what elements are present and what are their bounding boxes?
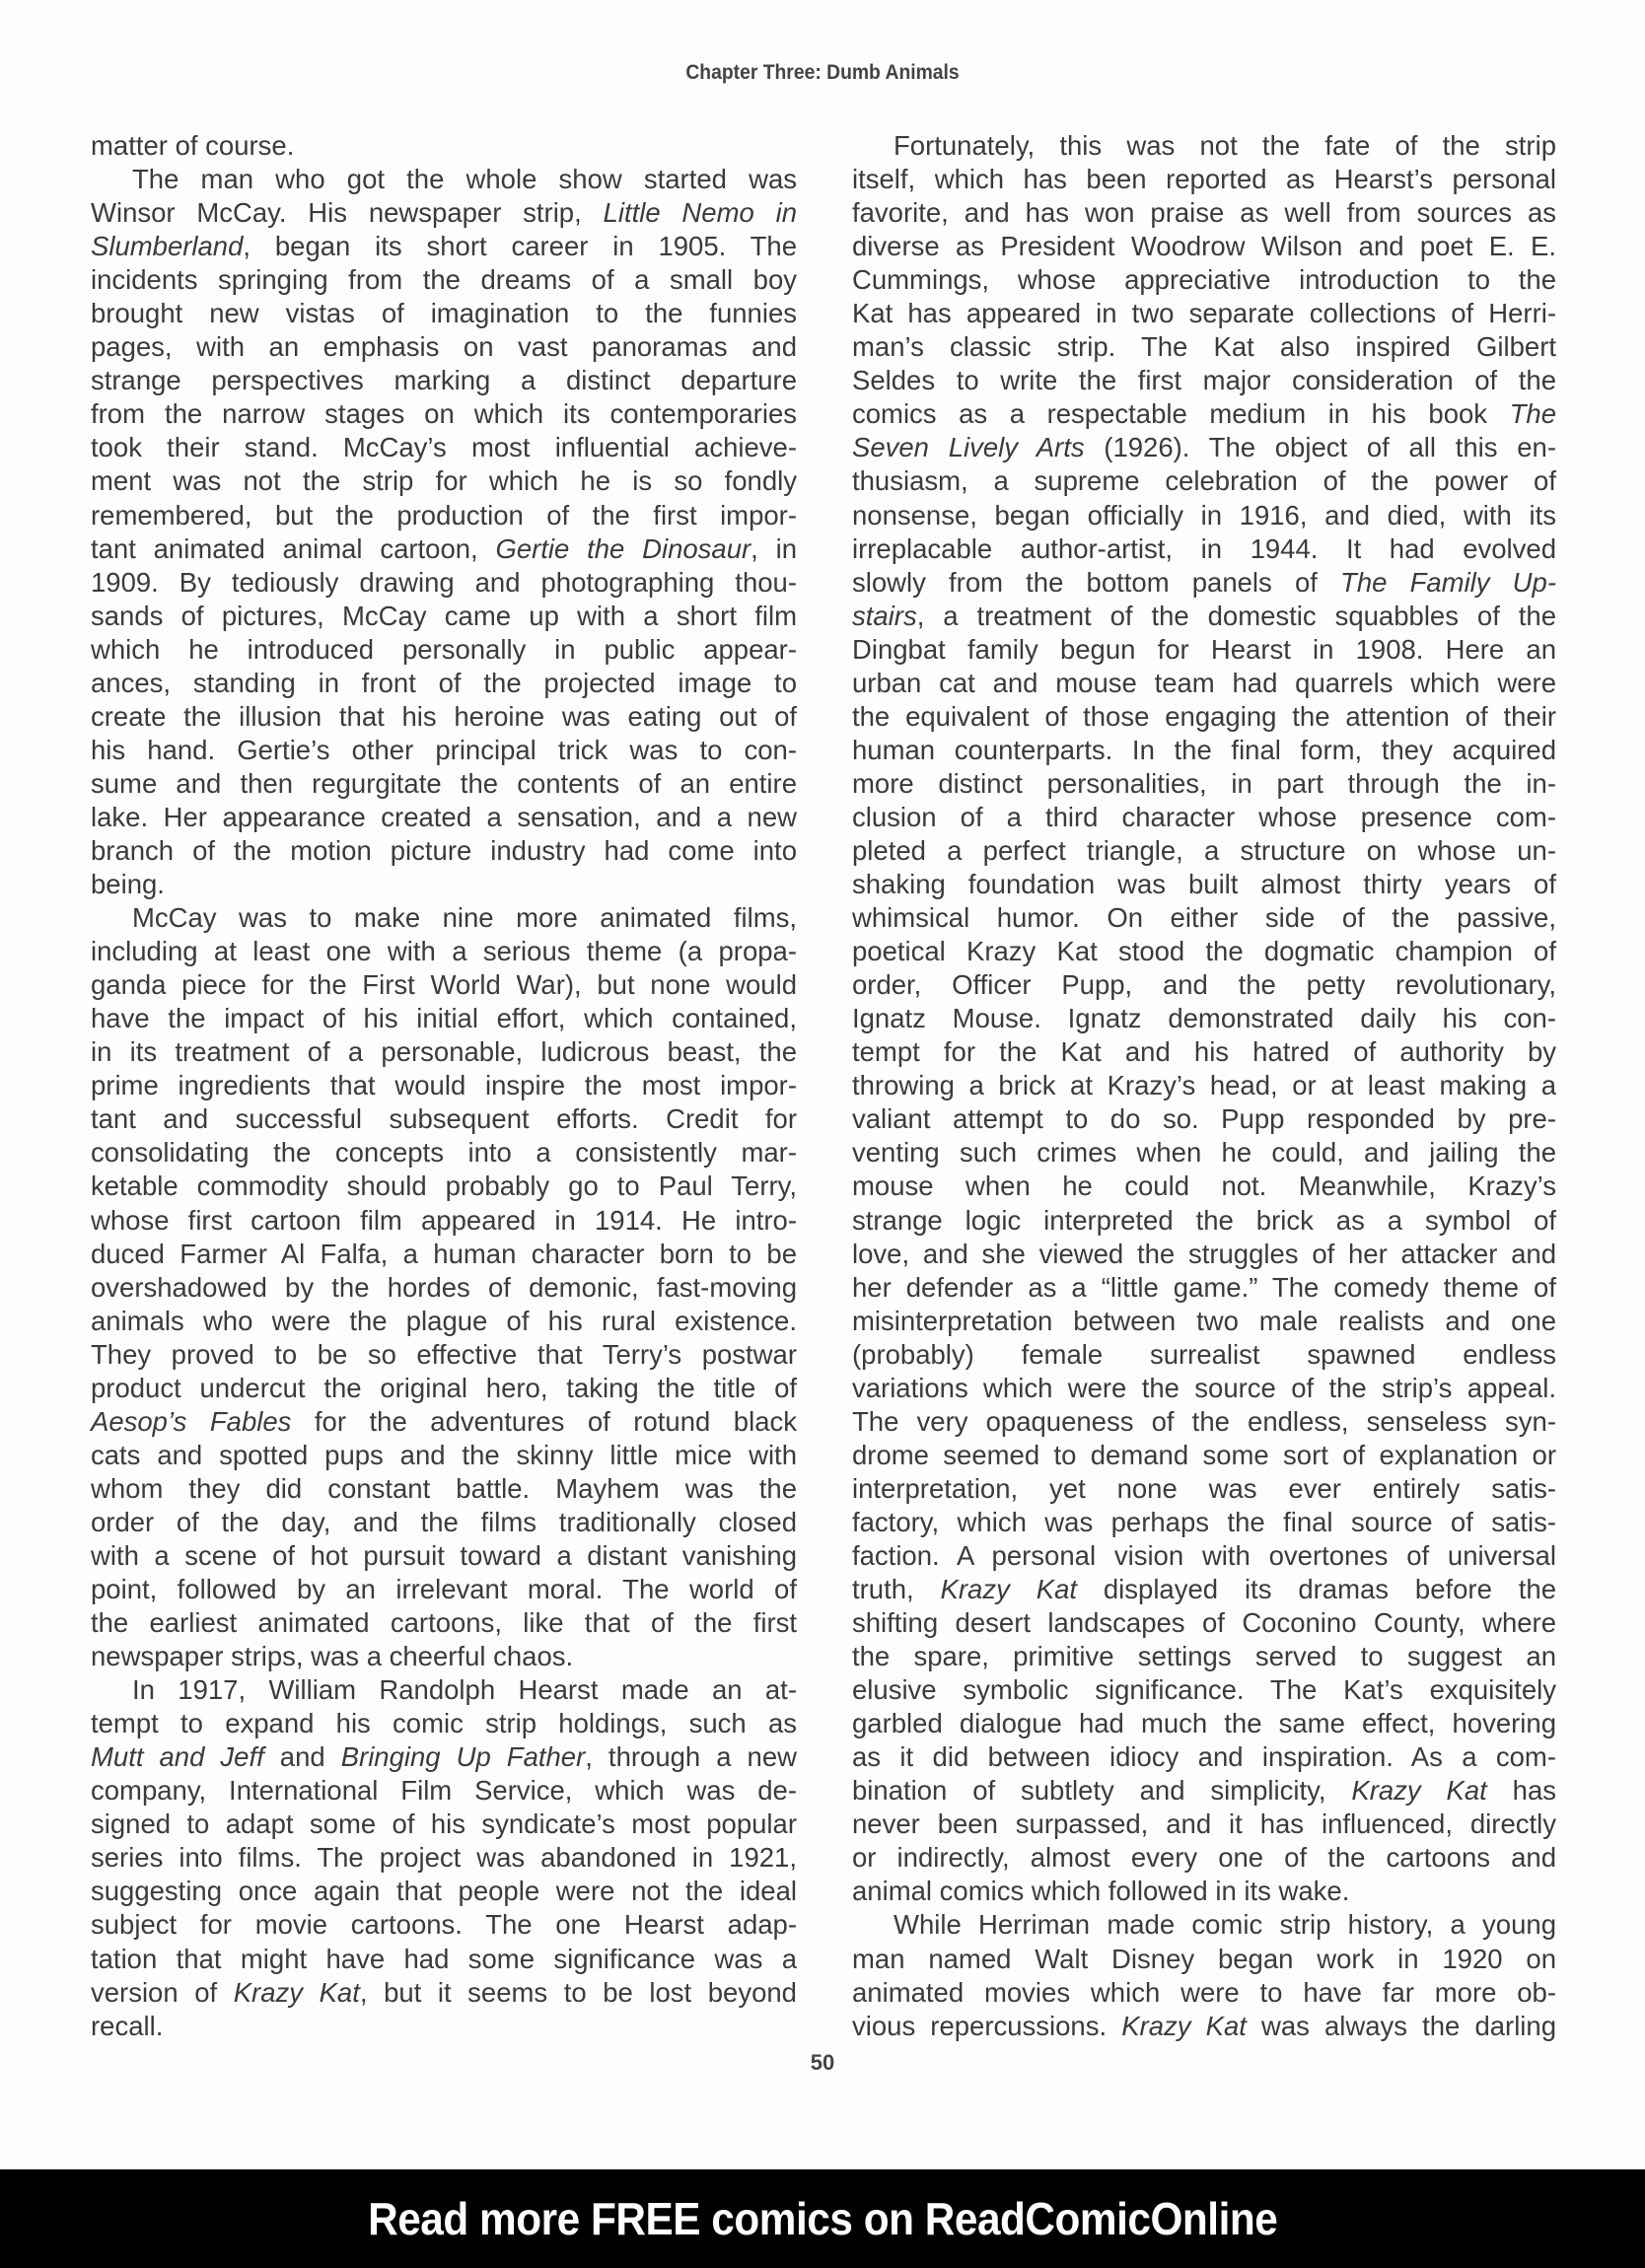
text-line: slowly from the bottom panels of The Family Up- [852, 566, 1556, 598]
text-line: Ignatz Mouse. Ignatz demonstrated daily his con- [852, 1003, 1556, 1034]
text-line: (probably) female surrealist spawned endless [852, 1338, 1556, 1370]
text-line: strange logic interpreted the brick as a symbol of [852, 1204, 1556, 1236]
text-line: the spare, primitive settings served to suggest an [852, 1641, 1556, 1672]
text-line: company, International Film Service, which was de- [91, 1775, 797, 1807]
text-line: subject for movie cartoons. The one Hearst adap- [91, 1909, 797, 1941]
text-line: irreplacable author-artist, in 1944. It had evolved [852, 532, 1556, 564]
text-line: the earliest animated cartoons, like that of the first [91, 1607, 797, 1639]
text-line: diverse as President Woodrow Wilson and poet E. E. [852, 231, 1556, 262]
text-line: product undercut the original hero, taking the title of [91, 1372, 797, 1403]
text-line: version of Krazy Kat, but it seems to be lost beyond [91, 1976, 797, 2008]
text-line: lake. Her appearance created a sensation, and a new [91, 801, 797, 832]
text-line: whose first cartoon film appeared in 1914. He intro- [91, 1204, 797, 1236]
text-line: tant and successful subsequent efforts. Credit for [91, 1103, 797, 1135]
text-line: whimsical humor. On either side of the passive, [852, 902, 1556, 934]
text-line: series into films. The project was abandoned in 1921, [91, 1842, 797, 1874]
text-line: variations which were the source of the strip’s appeal. [852, 1372, 1556, 1403]
text-line: human counterparts. In the final form, they acquired [852, 734, 1556, 765]
text-line: elusive symbolic significance. The Kat’s exquisitely [852, 1674, 1556, 1706]
text-line: pleted a perfect triangle, a structure on whose un- [852, 834, 1556, 866]
text-line: They proved to be so effective that Terry’s postwar [91, 1338, 797, 1370]
text-line: truth, Krazy Kat displayed its dramas before the [852, 1574, 1556, 1605]
text-line: took their stand. McCay’s most influential achieve- [91, 432, 797, 463]
text-line: or indirectly, almost every one of the cartoons and [852, 1842, 1556, 1874]
text-line: stairs, a treatment of the domestic squabbles of the [852, 600, 1556, 631]
text-line: order of the day, and the films traditionally closed [91, 1506, 797, 1537]
text-line: incidents springing from the dreams of a small boy [91, 264, 797, 296]
text-line: In 1917, William Randolph Hearst made an at- [132, 1674, 797, 1706]
text-line: her defender as a “little game.” The comedy theme of [852, 1271, 1556, 1303]
left-column [91, 129, 797, 2043]
text-line: duced Farmer Al Falfa, a human character born to be [91, 1238, 797, 1269]
text-line: as it did between idiocy and inspiration. As a com- [852, 1741, 1556, 1773]
text-line: never been surpassed, and it has influenced, directly [852, 1808, 1556, 1840]
text-line: prime ingredients that would inspire the most impor- [91, 1070, 797, 1101]
text-line: consolidating the concepts into a consistently mar- [91, 1137, 797, 1169]
text-line: in its treatment of a personable, ludicrous beast, the [91, 1036, 797, 1068]
text-line: mouse when he could not. Meanwhile, Krazy’s [852, 1170, 1556, 1202]
text-line: whom they did constant battle. Mayhem was the [91, 1472, 797, 1504]
text-line: Kat has appeared in two separate collections of Herri- [852, 298, 1556, 329]
text-line: newspaper strips, was a cheerful chaos. [91, 1641, 574, 1672]
text-line: cats and spotted pups and the skinny little mice with [91, 1439, 797, 1470]
text-line: tation that might have had some significance was a [91, 1943, 797, 1974]
text-line: Fortunately, this was not the fate of the strip [894, 130, 1556, 161]
text-line: Seldes to write the first major consideration of the [852, 365, 1556, 396]
text-line: poetical Krazy Kat stood the dogmatic champion of [852, 936, 1556, 967]
text-line: bination of subtlety and simplicity, Krazy Kat has [852, 1775, 1556, 1807]
text-line: have the impact of his initial effort, which contained, [91, 1003, 797, 1034]
text-line: branch of the motion picture industry had come into [91, 834, 797, 866]
text-line: faction. A personal vision with overtones of universal [852, 1539, 1556, 1571]
text-line: misinterpretation between two male realists and one [852, 1305, 1556, 1336]
text-line: man’s classic strip. The Kat also inspired Gilbert [852, 331, 1556, 363]
text-line: overshadowed by the hordes of demonic, fast-moving [91, 1271, 797, 1303]
text-line: The very opaqueness of the endless, senseless syn- [852, 1405, 1556, 1437]
text-line: love, and she viewed the struggles of her attacker and [852, 1238, 1556, 1269]
text-line: remembered, but the production of the first impor- [91, 499, 797, 531]
text-line: Dingbat family begun for Hearst in 1908. Here an [852, 633, 1556, 665]
text-line: tempt for the Kat and his hatred of authority by [852, 1036, 1556, 1068]
text-line: including at least one with a serious theme (a propa- [91, 936, 797, 967]
text-line: which he introduced personally in public appear- [91, 633, 797, 665]
text-line: signed to adapt some of his syndicate’s most popular [91, 1808, 797, 1840]
text-line: ganda piece for the First World War), but none would [91, 969, 797, 1001]
text-line: sands of pictures, McCay came up with a short film [91, 600, 797, 631]
text-line: point, followed by an irrelevant moral. The world of [91, 1574, 797, 1605]
text-line: order, Officer Pupp, and the petty revolutionary, [852, 969, 1556, 1001]
text-line: his hand. Gertie’s other principal trick was to con- [91, 734, 797, 765]
text-line: itself, which has been reported as Hearst’s personal [852, 164, 1556, 195]
text-line: comics as a respectable medium in his book The [852, 398, 1556, 430]
text-line: animals who were the plague of his rural existence. [91, 1305, 797, 1336]
text-line: tant animated animal cartoon, Gertie the Dinosaur, in [91, 532, 797, 564]
text-line: with a scene of hot pursuit toward a distant vanishing [91, 1539, 797, 1571]
text-line: throwing a brick at Krazy’s head, or at least making a [852, 1070, 1556, 1101]
text-line: shaking foundation was built almost thirty years of [852, 869, 1556, 900]
right-column [852, 129, 1556, 2043]
text-line: valiant attempt to do so. Pupp responded by pre- [852, 1103, 1556, 1135]
text-line: Aesop’s Fables for the adventures of rotund black [91, 1405, 797, 1437]
text-line: favorite, and has won praise as well from sources as [852, 197, 1556, 229]
text-line: venting such crimes when he could, and jailing the [852, 1137, 1556, 1169]
text-line: sume and then regurgitate the contents of an entire [91, 767, 797, 799]
text-line: Cummings, whose appreciative introduction to the [852, 264, 1556, 296]
text-line: tempt to expand his comic strip holdings, such as [91, 1708, 797, 1739]
text-line: strange perspectives marking a distinct departure [91, 365, 797, 396]
running-head: Chapter Three: Dumb Animals [685, 61, 960, 84]
text-line: being. [91, 869, 165, 900]
text-line: more distinct personalities, in part through the in- [852, 767, 1556, 799]
text-line: pages, with an emphasis on vast panoramas and [91, 331, 797, 363]
text-line: garbled dialogue had much the same effect, hovering [852, 1708, 1556, 1739]
text-line: ances, standing in front of the projected image to [91, 667, 797, 698]
text-line: The man who got the whole show started was [132, 164, 797, 195]
text-line: McCay was to make nine more animated films, [132, 902, 797, 934]
text-line: Mutt and Jeff and Bringing Up Father, through a new [91, 1741, 797, 1773]
text-line: the equivalent of those engaging the attention of their [852, 700, 1556, 732]
text-line: nonsense, began officially in 1916, and died, with its [852, 499, 1556, 531]
text-line: from the narrow stages on which its contemporaries [91, 398, 797, 430]
text-line: create the illusion that his heroine was eating out of [91, 700, 797, 732]
promo-banner-text[interactable]: Read more FREE comics on ReadComicOnline [367, 2193, 1278, 2244]
text-line: drome seemed to demand some sort of explanation or [852, 1439, 1556, 1470]
page-number: 50 [810, 2050, 835, 2075]
text-line: animated movies which were to have far more ob- [852, 1976, 1556, 2008]
text-line: man named Walt Disney began work in 1920 on [852, 1943, 1556, 1974]
text-line: Winsor McCay. His newspaper strip, Little Nemo in [91, 197, 797, 229]
text-line: interpretation, yet none was ever entirely satis- [852, 1472, 1556, 1504]
text-line: urban cat and mouse team had quarrels which were [852, 667, 1556, 698]
text-line: shifting desert landscapes of Coconino County, where [852, 1607, 1556, 1639]
text-line: While Herriman made comic strip history, a young [894, 1909, 1556, 1941]
text-line: thusiasm, a supreme celebration of the power of [852, 465, 1556, 497]
text-line: animal comics which followed in its wake. [852, 1876, 1350, 1907]
text-line: clusion of a third character whose presence com- [852, 801, 1556, 832]
text-line: Seven Lively Arts (1926). The object of all this en- [852, 432, 1556, 463]
promo-banner[interactable] [0, 2169, 1645, 2268]
text-line: factory, which was perhaps the final source of satis- [852, 1506, 1556, 1537]
text-line: brought new vistas of imagination to the funnies [91, 298, 797, 329]
text-line: ment was not the strip for which he is so fondly [91, 465, 797, 497]
text-line: 1909. By tediously drawing and photographing thou- [91, 566, 797, 598]
text-line: ketable commodity should probably go to Paul Terry, [91, 1170, 797, 1202]
text-line: suggesting once again that people were not the ideal [91, 1876, 797, 1907]
text-line: vious repercussions. Krazy Kat was always the darling [852, 2010, 1556, 2041]
text-line: Slumberland, began its short career in 1905. The [91, 231, 797, 262]
text-line: recall. [91, 2010, 164, 2041]
text-line: matter of course. [91, 130, 295, 161]
